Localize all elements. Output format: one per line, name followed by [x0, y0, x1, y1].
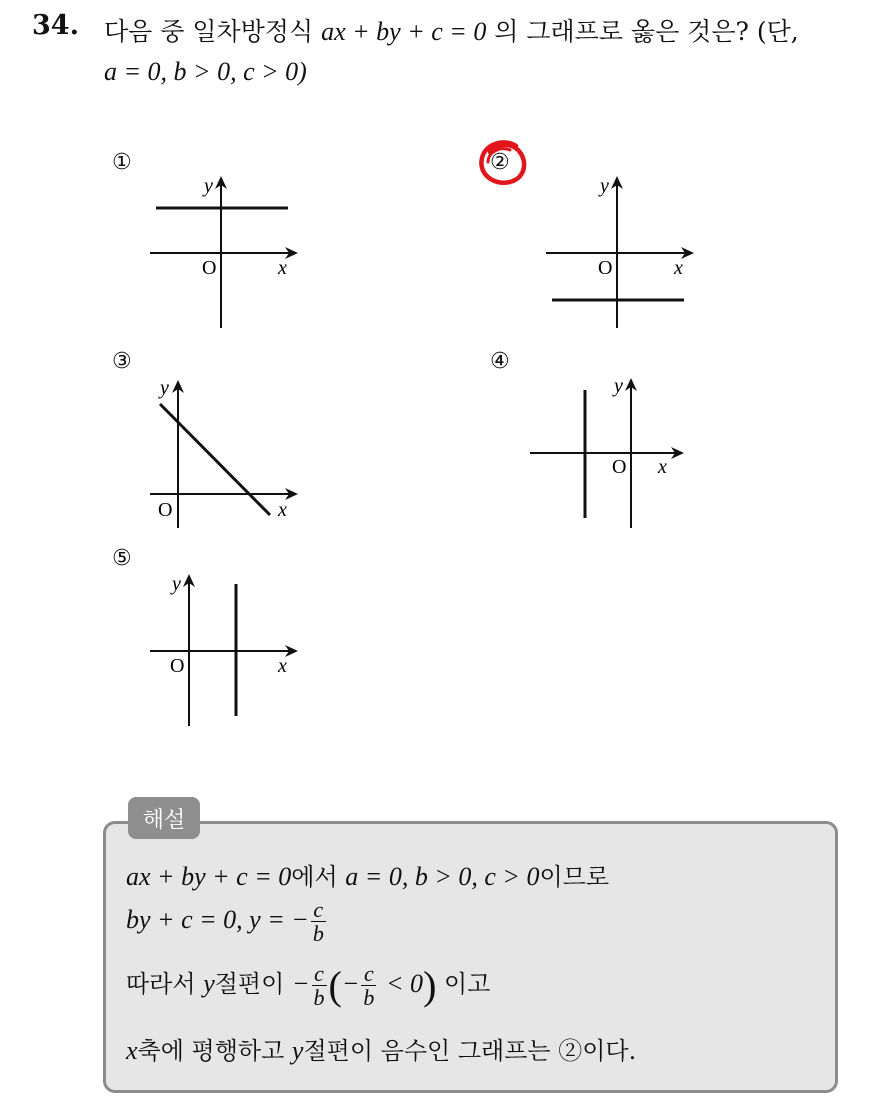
question-condition: a = 0, b > 0, c > 0) [104, 57, 307, 86]
solution-line-3: 따라서 y절편이 − $\frac{c}{b}$ (− $\frac{c}{b}$ < 0) 이고 [126, 961, 491, 1011]
graph-3-x-label: x [278, 499, 287, 521]
graph-5-origin-label: O [170, 655, 185, 677]
choice-5-label: ⑤ [112, 546, 132, 571]
graph-1-x-label: x [278, 257, 287, 279]
question-stem [104, 12, 799, 48]
stem-equation: ax + by + c = 0 [321, 17, 487, 46]
graph-choice-3 [140, 372, 310, 532]
solution-line-2: by + c = 0, y = − $\frac{c}{b}$ [126, 897, 324, 947]
choice-2-label: ② [490, 150, 510, 175]
stem-prefix: 다음 중 일차방정식 [104, 17, 314, 46]
fraction-c-over-b: $\frac{c}{b}$ [312, 897, 324, 947]
graph-1-origin-label: O [202, 257, 217, 279]
graph-choice-4 [526, 372, 696, 532]
graph-3-origin-label: O [158, 499, 173, 521]
graph-choice-5 [140, 568, 310, 733]
solution-tab: 해설 [128, 797, 200, 839]
choice-1-label: ① [112, 150, 132, 175]
solution-line-4: x축에 평행하고 y절편이 음수인 그래프는 ②이다. [126, 1036, 637, 1065]
graph-5-y-label: y [172, 573, 181, 595]
solution-line-1: ax + by + c = 0에서 a = 0, b > 0, c > 0이므로 [126, 862, 610, 891]
graph-2-y-label: y [600, 175, 609, 197]
graph-3-y-label: y [160, 377, 169, 399]
graph-2-origin-label: O [598, 257, 613, 279]
choice-4-label: ④ [490, 349, 510, 374]
graph-5-x-label: x [278, 655, 287, 677]
choice-3-label: ③ [112, 349, 132, 374]
graph-2-x-label: x [674, 257, 683, 279]
graph-choice-2 [536, 170, 706, 335]
graph-1-y-label: y [204, 175, 213, 197]
question-number: 34. [32, 10, 79, 41]
stem-suffix: 의 그래프로 옳은 것은? (단, [494, 17, 799, 46]
graph-4-origin-label: O [612, 456, 627, 478]
graph-choice-1 [140, 170, 310, 335]
answer-mark-circle [476, 138, 532, 190]
graph-4-x-label: x [658, 456, 667, 478]
graph-4-y-label: y [614, 375, 623, 397]
